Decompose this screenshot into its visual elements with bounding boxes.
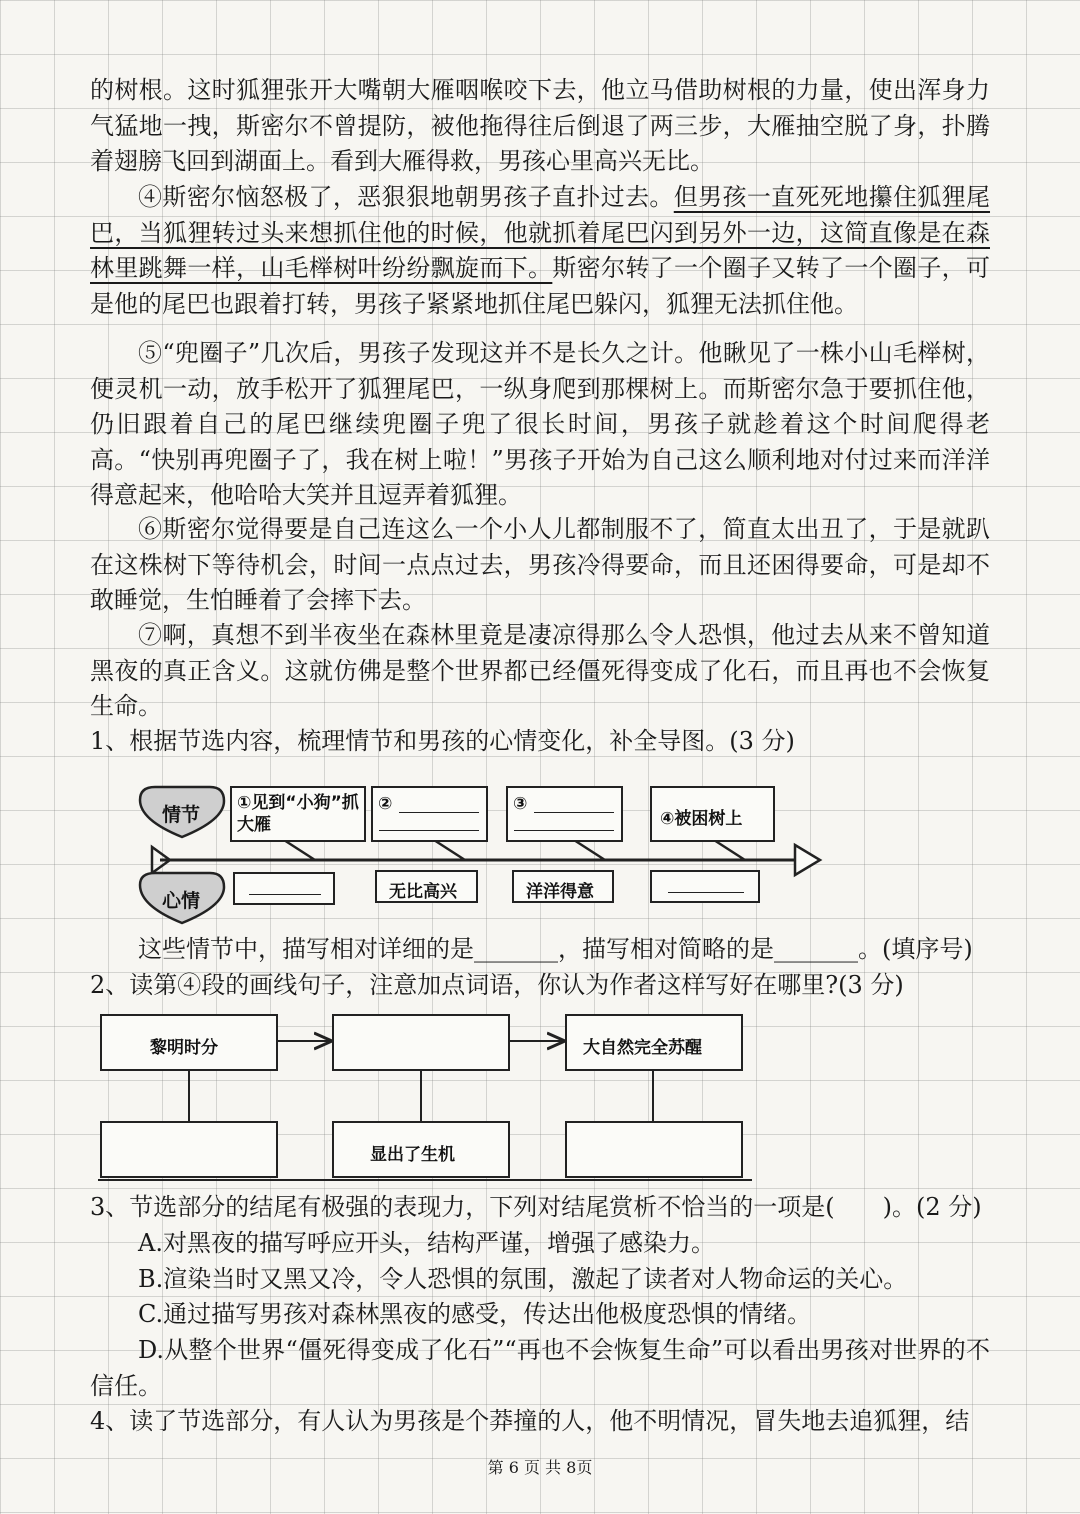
plot-box-1-text: ①见到“小狗”抓大雁 xyxy=(237,793,359,835)
q3-option-a: A.对黑夜的描写呼应开头，结构严谨，增强了感染力。 xyxy=(138,1229,715,1257)
plot-box-2-blank-line xyxy=(399,812,479,813)
plot-box-3-blank-line xyxy=(514,830,614,831)
question-1: 1、根据节选内容，梳理情节和男孩的心情变化，补全导图。(3 分) xyxy=(90,727,795,755)
question-1-fill-in: 这些情节中，描写相对详细的是_______，描写相对简略的是_______。(填序号) xyxy=(138,935,973,963)
q2-box-5 xyxy=(332,1121,510,1178)
passage-paragraph-6: ⑥斯密尔觉得要是自己连这么一个小人儿都制服不了，简直太出丑了，于是就趴在这株树下等待机会，时间一点点过去，男孩冷得要命，而且还困得要命，可是却不敢睡觉，生怕睡着了会摔下去。 xyxy=(90,515,990,614)
mood-heart-label: 心情 xyxy=(162,890,201,912)
page-number-footer: 第 6 页 共 8页 xyxy=(487,1458,593,1477)
plot-box-3-blank-line xyxy=(534,812,614,813)
question-2: 2、读第④段的画线句子，注意加点词语，你认为作者这样写好在哪里?(3 分) xyxy=(90,971,904,999)
plot-box-2 xyxy=(371,786,488,842)
q2-box-3 xyxy=(565,1014,743,1071)
plot-box-3 xyxy=(506,786,623,842)
q3-option-d: D.从整个世界“僵死得变成了化石”“再也不会恢复生命”可以看出男孩对世界的不信任。 xyxy=(90,1336,990,1400)
plot-box-1 xyxy=(230,786,366,842)
p4-underlined-sentence: 但男孩一直死死地攥住狐狸尾巴，当狐狸转过头来想抓住他的时候，他就抓着尾巴闪到另外一边，这简直像是在森林里跳舞一样，山毛榉树叶纷纷飘旋而下。 xyxy=(90,183,991,282)
q2-box-4-blank xyxy=(100,1121,278,1178)
q2-box-1 xyxy=(100,1014,278,1071)
mood-box-1 xyxy=(233,872,335,905)
question-3: 3、节选部分的结尾有极强的表现力，下列对结尾赏析不恰当的一项是( )。(2 分) xyxy=(90,1193,982,1221)
p4-tail-sentence: 斯密尔转了一个圈子又转了一个圈子，可是他的尾巴也跟着打转，男孩子紧紧地抓住尾巴躲闪，狐狸无法抓住他。 xyxy=(90,254,991,318)
plot-box-3-number: ③ xyxy=(513,794,528,814)
q2-box-2-blank xyxy=(332,1014,510,1071)
plot-box-4 xyxy=(650,786,775,842)
p4-lead-sentence: ④斯密尔恼怒极了，恶狠狠地朝男孩子直扑过去。 xyxy=(138,183,674,211)
q2-box-6-blank xyxy=(565,1121,743,1178)
timeline-arrowhead xyxy=(795,845,820,875)
q3-option-b: B.渲染当时又黑又冷，令人恐惧的氛围，激起了读者对人物命运的关心。 xyxy=(138,1265,908,1293)
passage-paragraph-5: ⑤“兜圈子”几次后，男孩子发现这并不是长久之计。他瞅见了一株小山毛榉树，便灵机一动，放手松开了狐狸尾巴，一纵身爬到那棵树上。而斯密尔急于要抓住他，仍旧跟着自己的尾巴继续兜圈子兜了很长时间，男孩子就趁着这个时间爬得老高。“快别再兜圈子了，我在树上啦！”男孩子开始为自己这么顺利地对付过来而洋洋得意起来，他哈哈大笑并且逗弄着狐狸。 xyxy=(90,339,990,509)
mood-box-4-blank-line xyxy=(668,892,744,893)
mood-box-2 xyxy=(375,870,478,903)
mood-box-1-blank-line xyxy=(249,894,321,895)
plot-box-2-number: ② xyxy=(378,794,393,814)
mood-box-3 xyxy=(512,870,614,903)
passage-paragraph-7: ⑦啊，真想不到半夜坐在森林里竟是凄凉得那么令人恐惧，他过去从来不曾知道黑夜的真正含义。这就仿佛是整个世界都已经僵死得变成了化石，而且再也不会恢复生命。 xyxy=(90,621,990,720)
q3-option-c: C.通过描写男孩对森林黑夜的感受，传达出他极度恐惧的情绪。 xyxy=(138,1300,812,1328)
plot-heart-label: 情节 xyxy=(162,804,201,826)
mood-box-4 xyxy=(650,870,760,903)
q2-box-5-text: 显出了生机 xyxy=(370,1145,455,1165)
q2-box-1-text: 黎明时分 xyxy=(150,1038,218,1058)
mood-box-3-text: 洋洋得意 xyxy=(526,882,594,902)
q2-box-3-text: 大自然完全苏醒 xyxy=(583,1038,702,1058)
plot-box-2-blank-line xyxy=(379,830,479,831)
mood-box-2-text: 无比高兴 xyxy=(389,882,457,902)
question-4: 4、读了节选部分，有人认为男孩是个莽撞的人，他不明情况，冒失地去追狐狸，结 xyxy=(90,1407,970,1435)
passage-paragraph-4 xyxy=(90,180,990,322)
plot-box-4-text: ④被困树上 xyxy=(660,809,743,829)
passage-paragraph-continued: 的树根。这时狐狸张开大嘴朝大雁咽喉咬下去，他立马借助树根的力量，使出浑身力气猛地一拽，斯密尔不曾提防，被他拖得往后倒退了两三步，大雁抽空脱了身，扑腾着翅膀飞回到湖面上。看到大雁得救，男孩心里高兴无比。 xyxy=(90,76,990,175)
